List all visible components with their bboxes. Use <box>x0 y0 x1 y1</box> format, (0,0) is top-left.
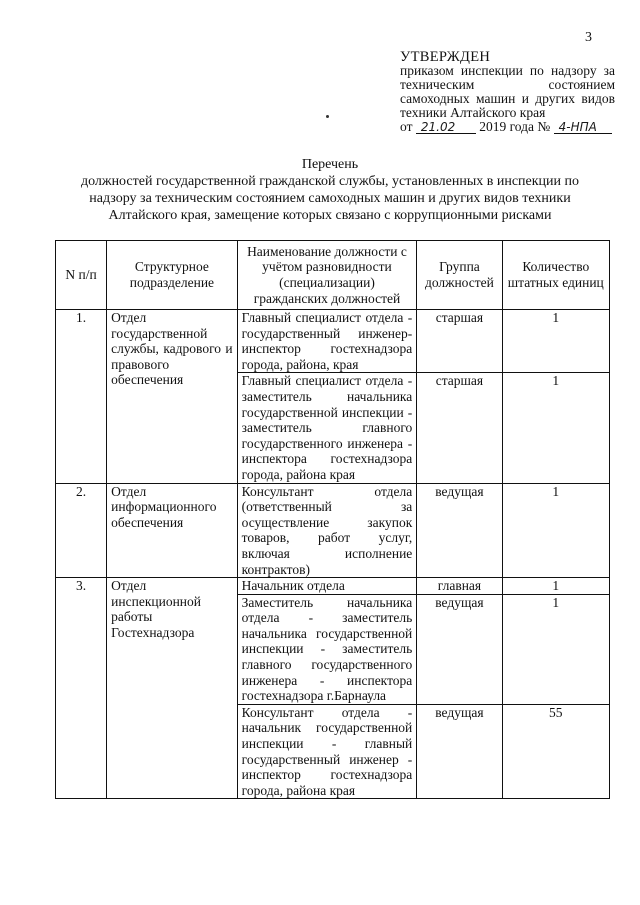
position-group: ведущая <box>417 483 502 578</box>
position-group: ведущая <box>417 594 502 704</box>
approval-text: приказом инспекции по надзору за техническим состоянием самоходных машин и других видов техники Алтайского края <box>400 63 615 120</box>
staff-count: 1 <box>502 373 609 483</box>
position-name: Главный специалист отдела - государственный инженер-инспектор гостехнадзора города, района, края <box>237 310 417 373</box>
position-group: главная <box>417 578 502 595</box>
department-name: Отдел инспекционной работы Гостехнадзора <box>107 578 237 799</box>
page-number: 3 <box>585 30 592 45</box>
staff-count: 55 <box>502 704 609 799</box>
staff-count: 1 <box>502 578 609 595</box>
position-group: старшая <box>417 310 502 373</box>
row-number: 2. <box>56 483 107 578</box>
position-group: старшая <box>417 373 502 483</box>
title-line-1: Перечень <box>301 157 359 172</box>
position-group: ведущая <box>417 704 502 799</box>
table-header-row <box>56 241 610 310</box>
header-count: Количество штатных единиц <box>502 241 609 310</box>
approval-heading: УТВЕРЖДЕН <box>400 49 491 65</box>
table-row <box>56 578 610 595</box>
header-group: Группа должностей <box>417 241 502 310</box>
header-department: Структурное подразделение <box>107 241 237 310</box>
table-row <box>56 483 610 578</box>
position-name: Консультант отдела (ответственный за осуществление закупок товаров, работ услуг, включая исполнение контрактов) <box>237 483 417 578</box>
title-line-2: должностей государственной гражданской службы, установленных в инспекции по надзору за техническим состоянием самоходных машин и других видов техники Алтайского края, замещение которых связано с коррупционными рисками <box>80 174 580 223</box>
row-number: 3. <box>56 578 107 799</box>
staff-count: 1 <box>502 483 609 578</box>
year-text: 2019 года № <box>479 119 551 134</box>
header-position: Наименование должности с учётом разновидности (специализации) гражданских должностей <box>237 241 417 310</box>
row-number: 1. <box>56 310 107 484</box>
header-num: N п/п <box>56 241 107 310</box>
position-name: Заместитель начальника отдела - заместитель начальника государственной инспекции - заместитель главного государственного инженера - инспектора гостехнадзора г.Барнаула <box>237 594 417 704</box>
approval-dateline <box>400 120 615 134</box>
document-title <box>60 156 600 224</box>
staff-count: 1 <box>502 594 609 704</box>
positions-table <box>55 240 610 799</box>
position-name: Главный специалист отдела - заместитель начальника государственной инспекции - заместитель главного государственного инженера - инспектора гостехнадзора города, района края <box>237 373 417 483</box>
approval-stamp <box>400 50 615 134</box>
staff-count: 1 <box>502 310 609 373</box>
department-name: Отдел информационного обеспечения <box>107 483 237 578</box>
department-name: Отдел государственной службы, кадрового и правового обеспечения <box>107 310 237 484</box>
position-name: Консультант отдела - начальник государственной инспекции - главный государственный инженер - инспектор гостехнадзора города, района края <box>237 704 417 799</box>
date-prefix: от <box>400 119 413 134</box>
table-row <box>56 310 610 373</box>
handwritten-number: 4-НПА <box>554 121 612 134</box>
ink-speck <box>326 115 329 118</box>
handwritten-date: 21.02 <box>416 121 476 134</box>
position-name: Начальник отдела <box>237 578 417 595</box>
